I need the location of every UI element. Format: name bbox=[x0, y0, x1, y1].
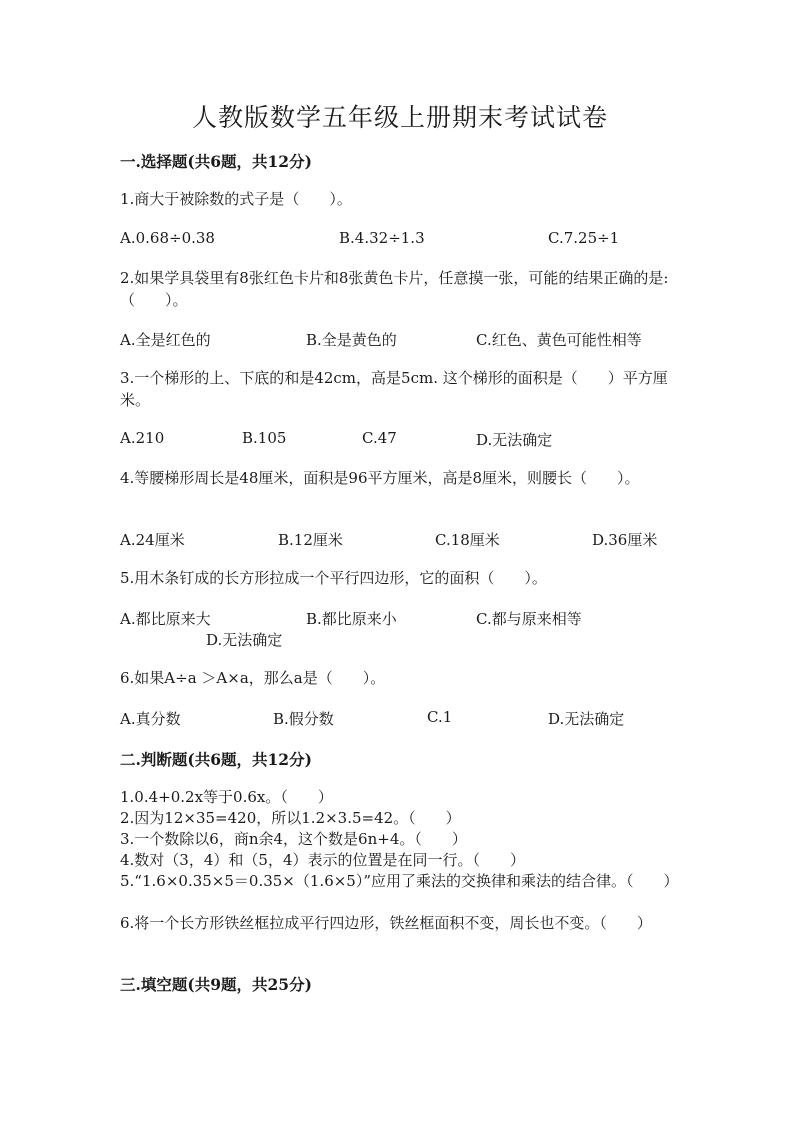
option-1a: A.0.68÷0.38 bbox=[120, 229, 215, 247]
judge-question-3: 3.一个数除以6，商n余4，这个数是6n+4。（ ） bbox=[120, 830, 467, 848]
option-6a: A.真分数 bbox=[120, 710, 181, 728]
option-6c: C.1 bbox=[427, 708, 453, 726]
choice-question-1: 1.商大于被除数的式子是（ ）。 bbox=[120, 190, 352, 208]
judge-question-2: 2.因为12×35=420，所以1.2×3.5=42。（ ） bbox=[120, 809, 461, 827]
option-3c: C.47 bbox=[362, 429, 397, 447]
option-5b: B.都比原来小 bbox=[306, 610, 397, 628]
option-6b: B.假分数 bbox=[273, 710, 334, 728]
choice-question-5: 5.用木条钉成的长方形拉成一个平行四边形，它的面积（ ）。 bbox=[120, 569, 547, 587]
option-1b: B.4.32÷1.3 bbox=[339, 229, 425, 247]
choice-question-4: 4.等腰梯形周长是48厘米，面积是96平方厘米，高是8厘米，则腰长（ ）。 bbox=[120, 469, 640, 487]
section-heading-choice: 一.选择题(共6题，共12分) bbox=[120, 152, 312, 171]
option-2b: B.全是黄色的 bbox=[306, 331, 397, 349]
choice-question-3: 3.一个梯形的上、下底的和是42cm，高是5cm. 这个梯形的面积是（ ）平方厘米。 bbox=[120, 369, 668, 409]
option-2c: C.红色、黄色可能性相等 bbox=[476, 331, 642, 349]
option-4a: A.24厘米 bbox=[120, 531, 185, 549]
page-title: 人教版数学五年级上册期末考试试卷 bbox=[191, 103, 608, 132]
option-4d: D.36厘米 bbox=[592, 531, 658, 549]
judge-question-4: 4.数对（3，4）和（5，4）表示的位置是在同一行。（ ） bbox=[120, 851, 525, 869]
section-heading-judge: 二.判断题(共6题，共12分) bbox=[120, 750, 312, 769]
option-5a: A.都比原来大 bbox=[120, 610, 211, 628]
option-5c: C.都与原来相等 bbox=[476, 610, 582, 628]
section-heading-fill: 三.填空题(共9题，共25分) bbox=[120, 975, 312, 994]
option-4c: C.18厘米 bbox=[435, 531, 500, 549]
judge-question-5: 5.“1.6×0.35×5＝0.35×（1.6×5）”应用了乘法的交换律和乘法的结合律。（ ） bbox=[120, 872, 679, 890]
option-2a: A.全是红色的 bbox=[120, 331, 211, 349]
judge-question-6: 6.将一个长方形铁丝框拉成平行四边形，铁丝框面积不变，周长也不变。（ ） bbox=[120, 914, 652, 932]
option-5d: D.无法确定 bbox=[206, 631, 283, 649]
option-6d: D.无法确定 bbox=[548, 710, 625, 728]
option-3d: D.无法确定 bbox=[476, 431, 553, 449]
choice-question-2: 2.如果学具袋里有8张红色卡片和8张黄色卡片，任意摸一张，可能的结果正确的是:（ ）。 bbox=[120, 269, 669, 309]
judge-question-1: 1.0.4+0.2x等于0.6x。（ ） bbox=[120, 788, 333, 806]
option-3a: A.210 bbox=[120, 429, 165, 447]
option-1c: C.7.25÷1 bbox=[548, 229, 620, 247]
choice-question-6: 6.如果A÷a ＞A×a，那么a是（ ）。 bbox=[120, 669, 386, 687]
option-4b: B.12厘米 bbox=[278, 531, 343, 549]
option-3b: B.105 bbox=[242, 429, 287, 447]
